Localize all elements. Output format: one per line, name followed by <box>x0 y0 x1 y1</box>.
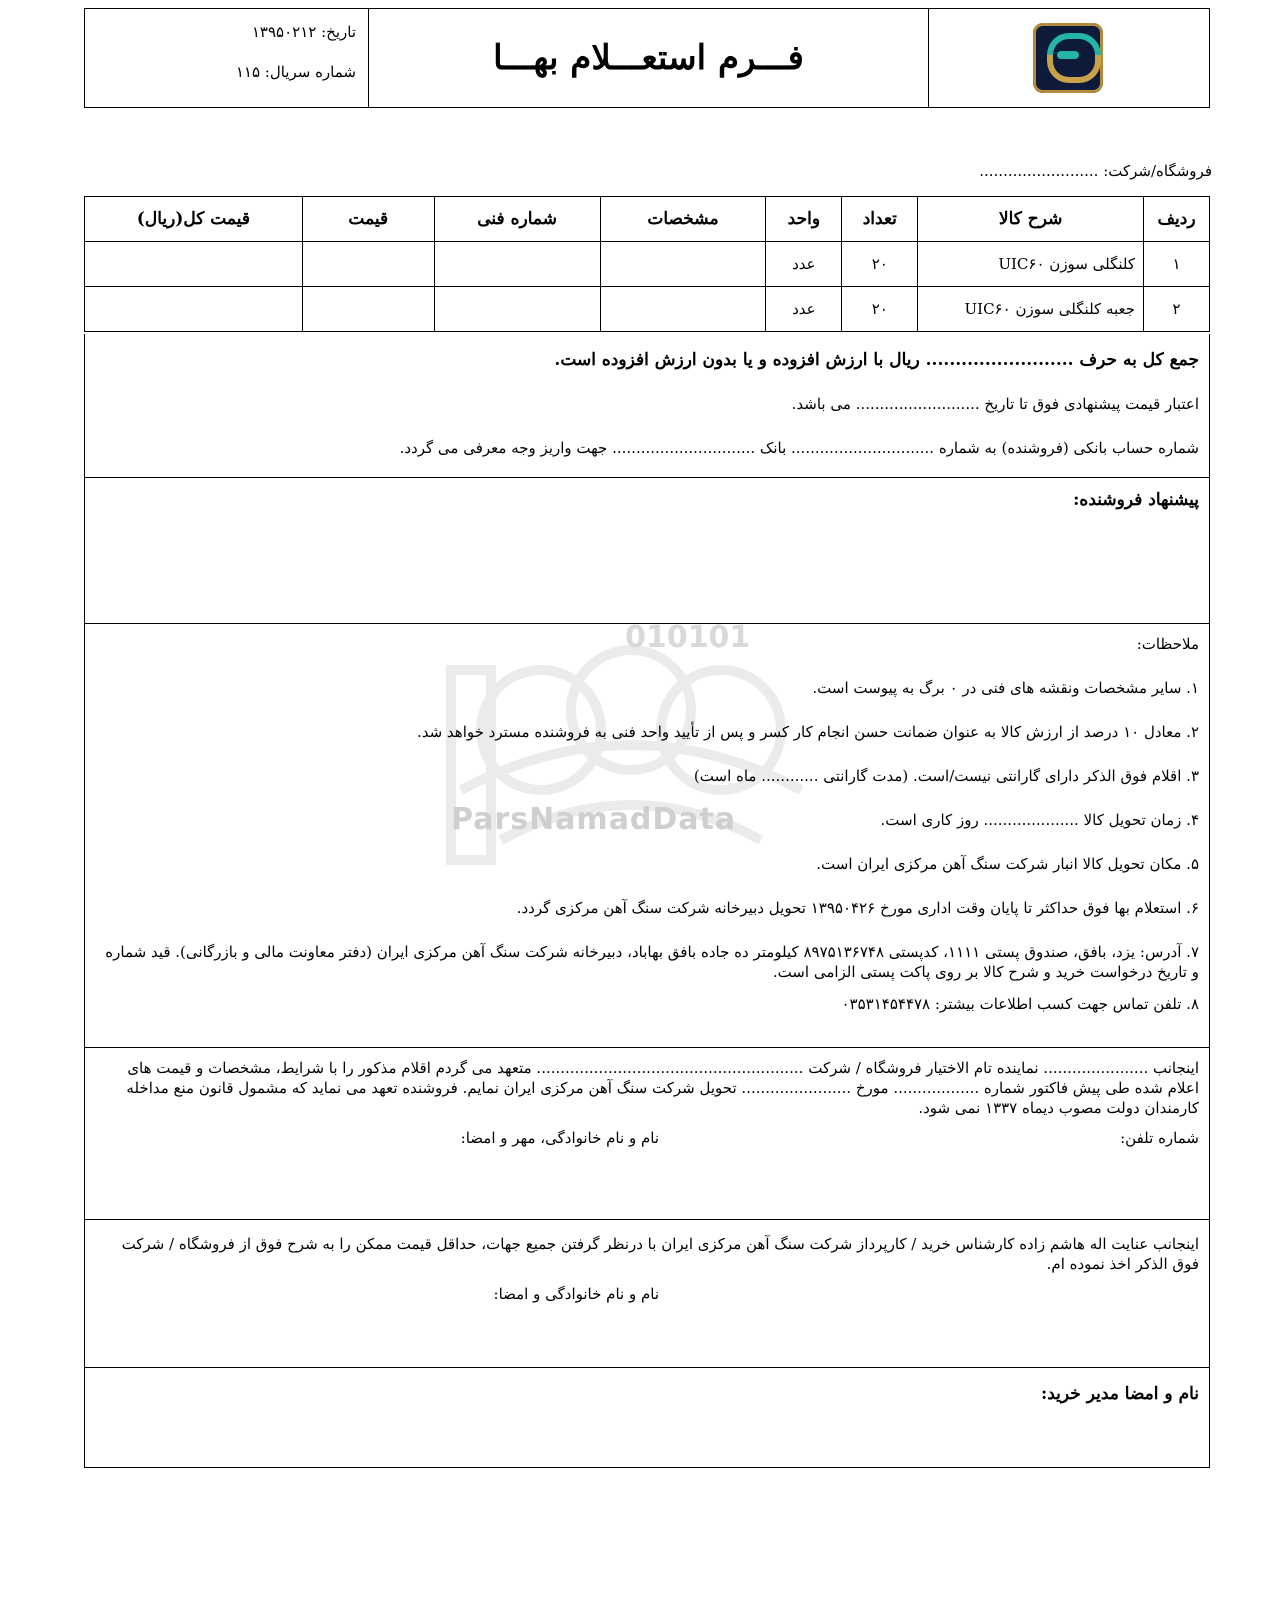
seller-offer-title: پیشنهاد فروشنده: <box>1073 490 1199 510</box>
buyer-sign-label: نام و نام خانوادگی و امضا: <box>493 1285 659 1303</box>
cell-price <box>302 287 434 332</box>
watermark-digits: 010101 <box>625 620 751 655</box>
cell-row: ۲ <box>1144 287 1210 332</box>
cell-price <box>302 242 434 287</box>
col-unit: واحد <box>766 197 842 242</box>
note-item: ۵. مکان تحویل کالا انبار شرکت سنگ آهن مرکزی ایران است. <box>816 855 1199 873</box>
cell-quantity: ۲۰ <box>842 287 918 332</box>
price-validity: اعتبار قیمت پیشنهادی فوق تا تاریخ .......................... می باشد. <box>791 395 1199 413</box>
serial-label: شماره سریال: ۱۱۵ <box>235 63 356 81</box>
cell-tech-number <box>434 287 600 332</box>
col-description: شرح کالا <box>918 197 1144 242</box>
cell-total-price <box>85 287 303 332</box>
note-item: ۶. استعلام بها فوق حداکثر تا پایان وقت اداری مورخ ۱۳۹۵۰۴۲۶ تحویل دبیرخانه شرکت سنگ آهن مرکزی گردد. <box>516 899 1199 917</box>
col-specs: مشخصات <box>600 197 766 242</box>
phone-label: شماره تلفن: <box>1120 1129 1199 1147</box>
note-item: ۸. تلفن تماس جهت کسب اطلاعات بیشتر: ۰۳۵۳۱۴۵۴۴۷۸ <box>841 995 1199 1013</box>
note-item: ۷. آدرس: یزد، بافق، صندوق پستی ۱۱۱۱، کدپستی ۸۹۷۵۱۳۶۷۴۸ کیلومتر ده جاده بافق بهاباد، دبیرخانه شرکت سنگ آهن مرکزی ایران (دفتر معاونت مالی و بازرگانی). قید شماره و تاریخ درخواست خرید و شرح کالا بر روی پاکت پستی الزامی است. <box>105 943 1199 981</box>
date-label: تاریخ: ۱۳۹۵۰۲۱۲ <box>251 23 356 41</box>
totals-section <box>84 334 1210 478</box>
seller-sign-label: نام و نام خانوادگی، مهر و امضا: <box>460 1129 659 1147</box>
form-title: فـــرم استعـــلام بهـــا <box>369 9 929 107</box>
form-header <box>84 8 1210 108</box>
cell-unit: عدد <box>766 242 842 287</box>
col-price: قیمت <box>302 197 434 242</box>
watermark-brand: ParsNamadData <box>451 802 737 837</box>
declaration-text: اینجانب ...................... نماینده تام الاختیار فروشگاه / شرکت ........................................................ متعهد می گردم اقلام مذکور را با شرایط، مشخصات و قیمت های اعلام شده طی پیش فاکتور شماره .................. مورخ ....................... تحویل شرکت سنگ آهن مرکزی ایران نمایم. فروشنده تعهد می نماید که مشمول قانون منع مداخله کارمندان دولت مصوب دیماه ۱۳۳۷ نمی شود. <box>126 1059 1199 1117</box>
seller-declaration-section <box>84 1048 1210 1220</box>
cell-tech-number <box>434 242 600 287</box>
cell-specs <box>600 242 766 287</box>
cell-unit: عدد <box>766 287 842 332</box>
notes-section <box>84 620 1210 1048</box>
manager-sign-section <box>84 1368 1210 1468</box>
cell-row: ۱ <box>1144 242 1210 287</box>
cell-description: جعبه کلنگلی سوزن UIC۶۰ <box>918 287 1144 332</box>
shop-company-line: فروشگاه/شرکت: ......................... <box>979 162 1212 180</box>
col-tech-number: شماره فنی <box>434 197 600 242</box>
bank-account: شماره حساب بانکی (فروشنده) به شماره .............................. بانک .............................. جهت واریز وجه معرفی می گردد. <box>399 439 1199 457</box>
seller-offer-section <box>84 478 1210 624</box>
company-logo-icon <box>1033 23 1103 93</box>
note-item: ۴. زمان تحویل کالا .................... روز کاری است. <box>880 811 1199 829</box>
note-item: ۲. معادل ۱۰ درصد از ارزش کالا به عنوان ضمانت حسن انجام کار کسر و پس از تأیید واحد فنی به فروشنده مسترد خواهد شد. <box>416 723 1199 741</box>
table-row <box>85 242 1210 287</box>
cell-quantity: ۲۰ <box>842 242 918 287</box>
items-table <box>84 196 1210 332</box>
cell-total-price <box>85 242 303 287</box>
cell-description: کلنگلی سوزن UIC۶۰ <box>918 242 1144 287</box>
col-total-price: قیمت کل(ریال) <box>85 197 303 242</box>
col-row: ردیف <box>1144 197 1210 242</box>
note-item: ۱. سایر مشخصات ونقشه های فنی در ۰ برگ به پیوست است. <box>812 679 1199 697</box>
buyer-statement-section <box>84 1220 1210 1368</box>
buyer-statement-text: اینجانب عنایت اله هاشم زاده کارشناس خرید / کارپرداز شرکت سنگ آهن مرکزی ایران با درنظر گرفتن جمیع جهات، حداقل قیمت ممکن را به شرح فوق از فروشگاه / شرکت فوق الذکر اخذ نموده ام. <box>121 1235 1199 1273</box>
table-row <box>85 287 1210 332</box>
header-logo-cell <box>929 9 1209 107</box>
note-item: ۳. اقلام فوق الذکر دارای گارانتی نیست/است. (مدت گارانتی ............ ماه است) <box>693 767 1199 785</box>
notes-title: ملاحظات: <box>1136 635 1199 653</box>
total-in-words: جمع کل به حرف ......................... ریال با ارزش افزوده و یا بدون ارزش افزوده است. <box>554 350 1199 370</box>
manager-sign-label: نام و امضا مدیر خرید: <box>1040 1384 1199 1404</box>
cell-specs <box>600 287 766 332</box>
col-quantity: تعداد <box>842 197 918 242</box>
header-meta <box>85 9 369 107</box>
table-header-row <box>85 197 1210 242</box>
